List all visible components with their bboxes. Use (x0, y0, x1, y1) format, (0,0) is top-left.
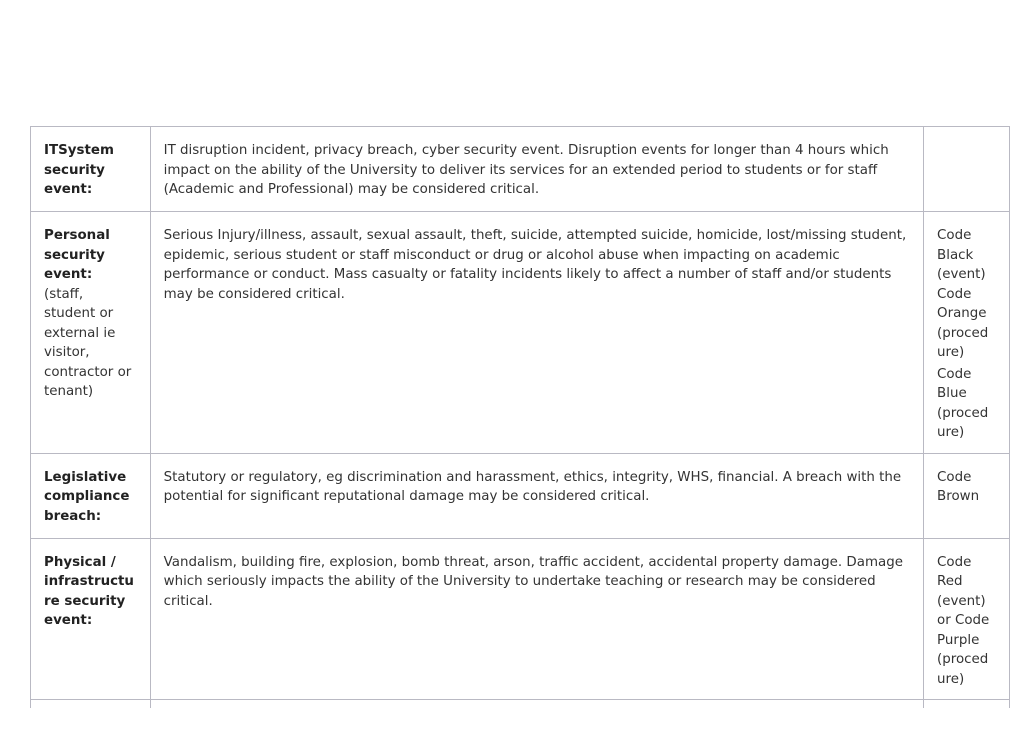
code-cell (924, 212, 1010, 454)
category-cell (31, 127, 151, 212)
empty-cell (31, 700, 151, 709)
security-events-table (30, 126, 1010, 708)
description-cell (150, 453, 923, 538)
table-row (31, 538, 1010, 700)
category-cell (31, 453, 151, 538)
table-row (31, 127, 1010, 212)
code-text: Code Red (event) or Code Purple (procedure) (937, 554, 990, 687)
table-row (31, 453, 1010, 538)
empty-cell (150, 700, 923, 709)
code-text: Code Blue (procedure) (937, 366, 989, 440)
category-title: ITSystem security event: (44, 143, 114, 197)
table-row (31, 212, 1010, 454)
category-note: (staff, student or external ie visitor, contractor or tenant) (44, 286, 132, 399)
description-text: Vandalism, building fire, explosion, bomb threat, arson, traffic accident, accidental property damage. Damage which seriously impacts the ability of the University to undertake teaching or research may be considered critical. (163, 554, 903, 609)
category-title: Legislative compliance breach: (44, 469, 130, 524)
category-cell (31, 212, 151, 454)
description-text: IT disruption incident, privacy breach, cyber security event. Disruption events for longer than 4 hours which impact on the ability of the University to deliver its services for an extended period to students or for staff (Academic and Professional) may be considered critical. (163, 143, 889, 197)
category-title: Physical / infrastructure security event: (44, 554, 134, 628)
table-row-cutoff (31, 700, 1010, 709)
category-cell (31, 538, 151, 700)
code-text: Code Black (event) Code Orange (procedure) (937, 228, 989, 360)
description-cell (150, 127, 923, 212)
description-text: Statutory or regulatory, eg discrimination and harassment, ethics, integrity, WHS, financial. A breach with the potential for significant reputational damage may be considered critical. (163, 469, 902, 504)
code-cell (924, 127, 1010, 212)
description-cell (150, 212, 923, 454)
code-cell (924, 538, 1010, 700)
description-text: Serious Injury/illness, assault, sexual assault, theft, suicide, attempted suicide, homicide, lost/missing student, epidemic, serious student or staff misconduct or drug or alcohol abuse when impacting on academic performance or conduct. Mass casualty or fatality incidents likely to affect a number of staff and/or students may be considered critical. (163, 228, 907, 302)
code-cell (924, 453, 1010, 538)
category-title: Personal security event: (44, 228, 110, 282)
description-cell (150, 538, 923, 700)
empty-cell (924, 700, 1010, 709)
code-text: Code Brown (937, 469, 980, 504)
